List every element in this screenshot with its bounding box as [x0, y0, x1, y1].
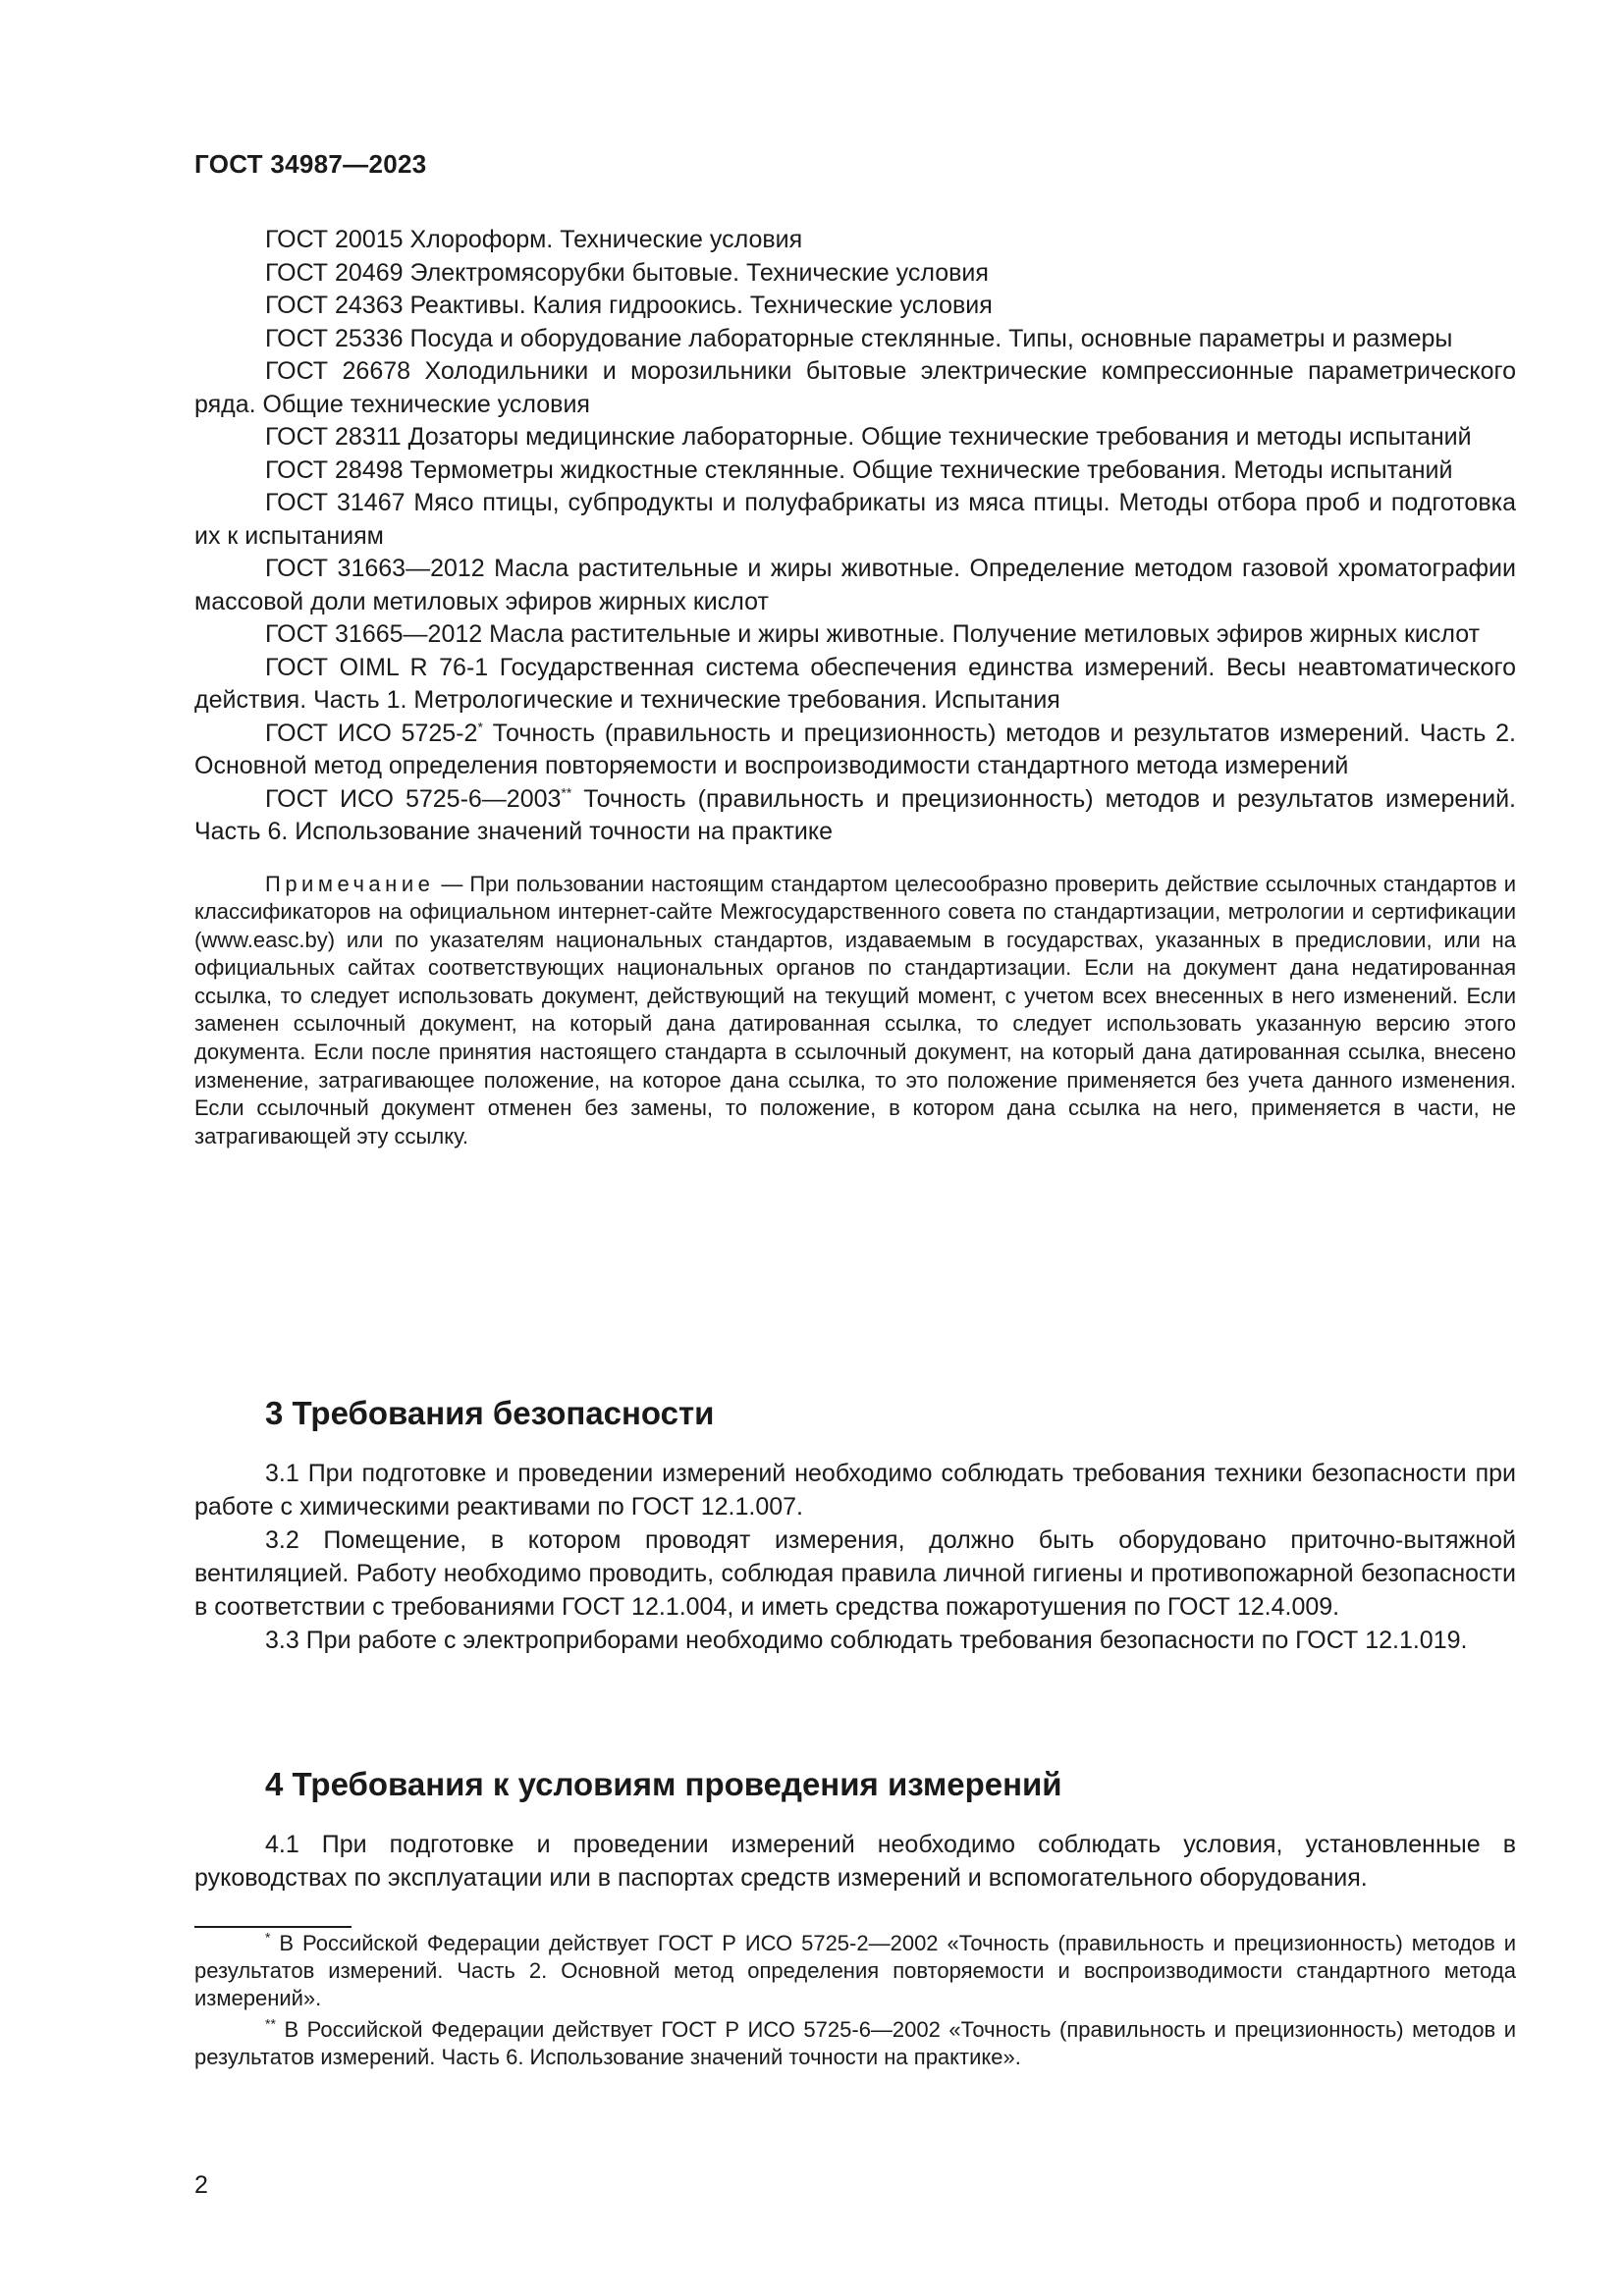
- footnote-marker: **: [265, 2015, 276, 2032]
- section-paragraph: 3.1 При подготовке и проведении измерений необходимо соблюдать требования техники безопасности при работе с химическими реактивами по ГОСТ 12.1.007.: [194, 1460, 1516, 1521]
- reference-item: ГОСТ 28498 Термометры жидкостные стеклянные. Общие технические требования. Методы испытаний: [265, 455, 1453, 484]
- reference-item: ГОСТ 20469 Электромясорубки бытовые. Технические условия: [265, 258, 989, 287]
- document-header: ГОСТ 34987—2023: [194, 149, 427, 179]
- section-title: 3 Требования безопасности: [265, 1395, 715, 1431]
- reference-item: ГОСТ 28311 Дозаторы медицинские лабораторные. Общие технические требования и методы испытаний: [265, 423, 1472, 451]
- section-conditions: [194, 1765, 1516, 1895]
- reference-item: ГОСТ OIML R 76-1 Государственная система обеспечения единства измерений. Весы неавтоматического действия. Часть 1. Метрологические и технические требования. Испытания: [194, 653, 1516, 714]
- reference-item: ГОСТ 31467 Мясо птицы, субпродукты и полуфабрикаты из мяса птицы. Методы отбора проб и подготовка их к испытаниям: [194, 489, 1516, 550]
- reference-item: ГОСТ 20015 Хлороформ. Технические условия: [265, 226, 803, 253]
- section-paragraph: 4.1 При подготовке и проведении измерений необходимо соблюдать условия, установленные в руководствах по эксплуатации или в паспортах средств измерений и вспомогательного оборудования.: [194, 1831, 1516, 1892]
- footnote-text: В Российской Федерации действует ГОСТ Р ИСО 5725-2—2002 «Точность (правильность и прецизионность) методов и результатов измерений. Часть 2. Основной метод определения повторяемости и воспроизводимости стандартного метода измерений».: [194, 1931, 1516, 2010]
- reference-title: Точность (правильность и прецизионность) методов и результатов измерений. Часть 2. Основной метод определения повторяемости и воспроизводимости стандартного метода измерений: [194, 719, 1516, 779]
- footnote-marker: *: [477, 719, 483, 735]
- footnote-marker: *: [265, 1929, 271, 1946]
- reference-code: ГОСТ ИСО 5725-2: [265, 719, 478, 747]
- reference-code: ГОСТ ИСО 5725-6—2003: [265, 784, 562, 813]
- page-number: 2: [194, 2171, 208, 2199]
- reference-item: [194, 718, 1516, 783]
- footnote-marker: **: [561, 784, 572, 801]
- reference-title: Точность (правильность и прецизионность) методов и результатов измерений. Часть 6. Использование значений точности на практике: [194, 784, 1516, 845]
- footnote: [194, 2016, 1516, 2071]
- reference-item: ГОСТ 26678 Холодильники и морозильники бытовые электрические компрессионные параметрического ряда. Общие технические условия: [194, 357, 1516, 418]
- reference-item: ГОСТ 24363 Реактивы. Калия гидроокись. Технические условия: [265, 292, 993, 319]
- note-text: — При пользовании настоящим стандартом целесообразно проверить действие ссылочных стандартов и классификаторов на официальном интернет-сайте Межгосударственного совета по стандартизации, метрологии и сертификации (www.easc.by) или по указателям национальных стандартов, издаваемым в государствах, указанных в предисловии, или на официальных сайтах соответствующих национальных органов по стандартизации. Если на документ дана недатированная ссылка, то следует использовать документ, действующий на текущий момент, с учетом всех внесенных в него изменений. Если заменен ссылочный документ, на который дана датированная ссылка, то следует использовать указанную версию этого документа. Если после принятия настоящего стандарта в ссылочный документ, на который дана датированная ссылка, внесено изменение, затрагивающее положение, на которое дана ссылка, то это положение применяется без учета данного изменения. Если ссылочный документ отменен без замены, то положение, в котором дана ссылка на него, применяется в части, не затрагивающей эту ссылку.: [194, 871, 1516, 1148]
- reference-item: ГОСТ 25336 Посуда и оборудование лабораторные стеклянные. Типы, основные параметры и размеры: [265, 324, 1453, 352]
- section-paragraph: 3.3 При работе с электроприборами необходимо соблюдать требования безопасности по ГОСТ 12.1.019.: [265, 1627, 1468, 1654]
- footnote: [194, 1930, 1516, 2012]
- reference-item: [194, 783, 1516, 849]
- section-safety: [194, 1394, 1516, 1657]
- footnote-text: В Российской Федерации действует ГОСТ Р ИСО 5725-6—2002 «Точность (правильность и прецизионность) методов и результатов измерений. Часть 6. Использование значений точности на практике».: [194, 2017, 1516, 2069]
- note-label: Примечание: [265, 871, 435, 896]
- footnote-divider: [194, 1926, 352, 1928]
- note-block: [194, 871, 1516, 1151]
- reference-item: ГОСТ 31663—2012 Масла растительные и жиры животные. Определение методом газовой хроматографии массовой доли метиловых эфиров жирных кислот: [194, 555, 1516, 615]
- footnotes: [194, 1930, 1516, 2075]
- section-paragraph: 3.2 Помещение, в котором проводят измерения, должно быть оборудовано приточно-вытяжной вентиляцией. Работу необходимо проводить, соблюдая правила личной гигиены и противопожарной безопасности в соответствии с требованиями ГОСТ 12.1.004, и иметь средства пожаротушения по ГОСТ 12.4.009.: [194, 1526, 1516, 1621]
- reference-item: ГОСТ 31665—2012 Масла растительные и жиры животные. Получение метиловых эфиров жирных кислот: [265, 620, 1481, 648]
- section-title: 4 Требования к условиям проведения измерений: [265, 1766, 1062, 1802]
- normative-references: [194, 224, 1516, 1172]
